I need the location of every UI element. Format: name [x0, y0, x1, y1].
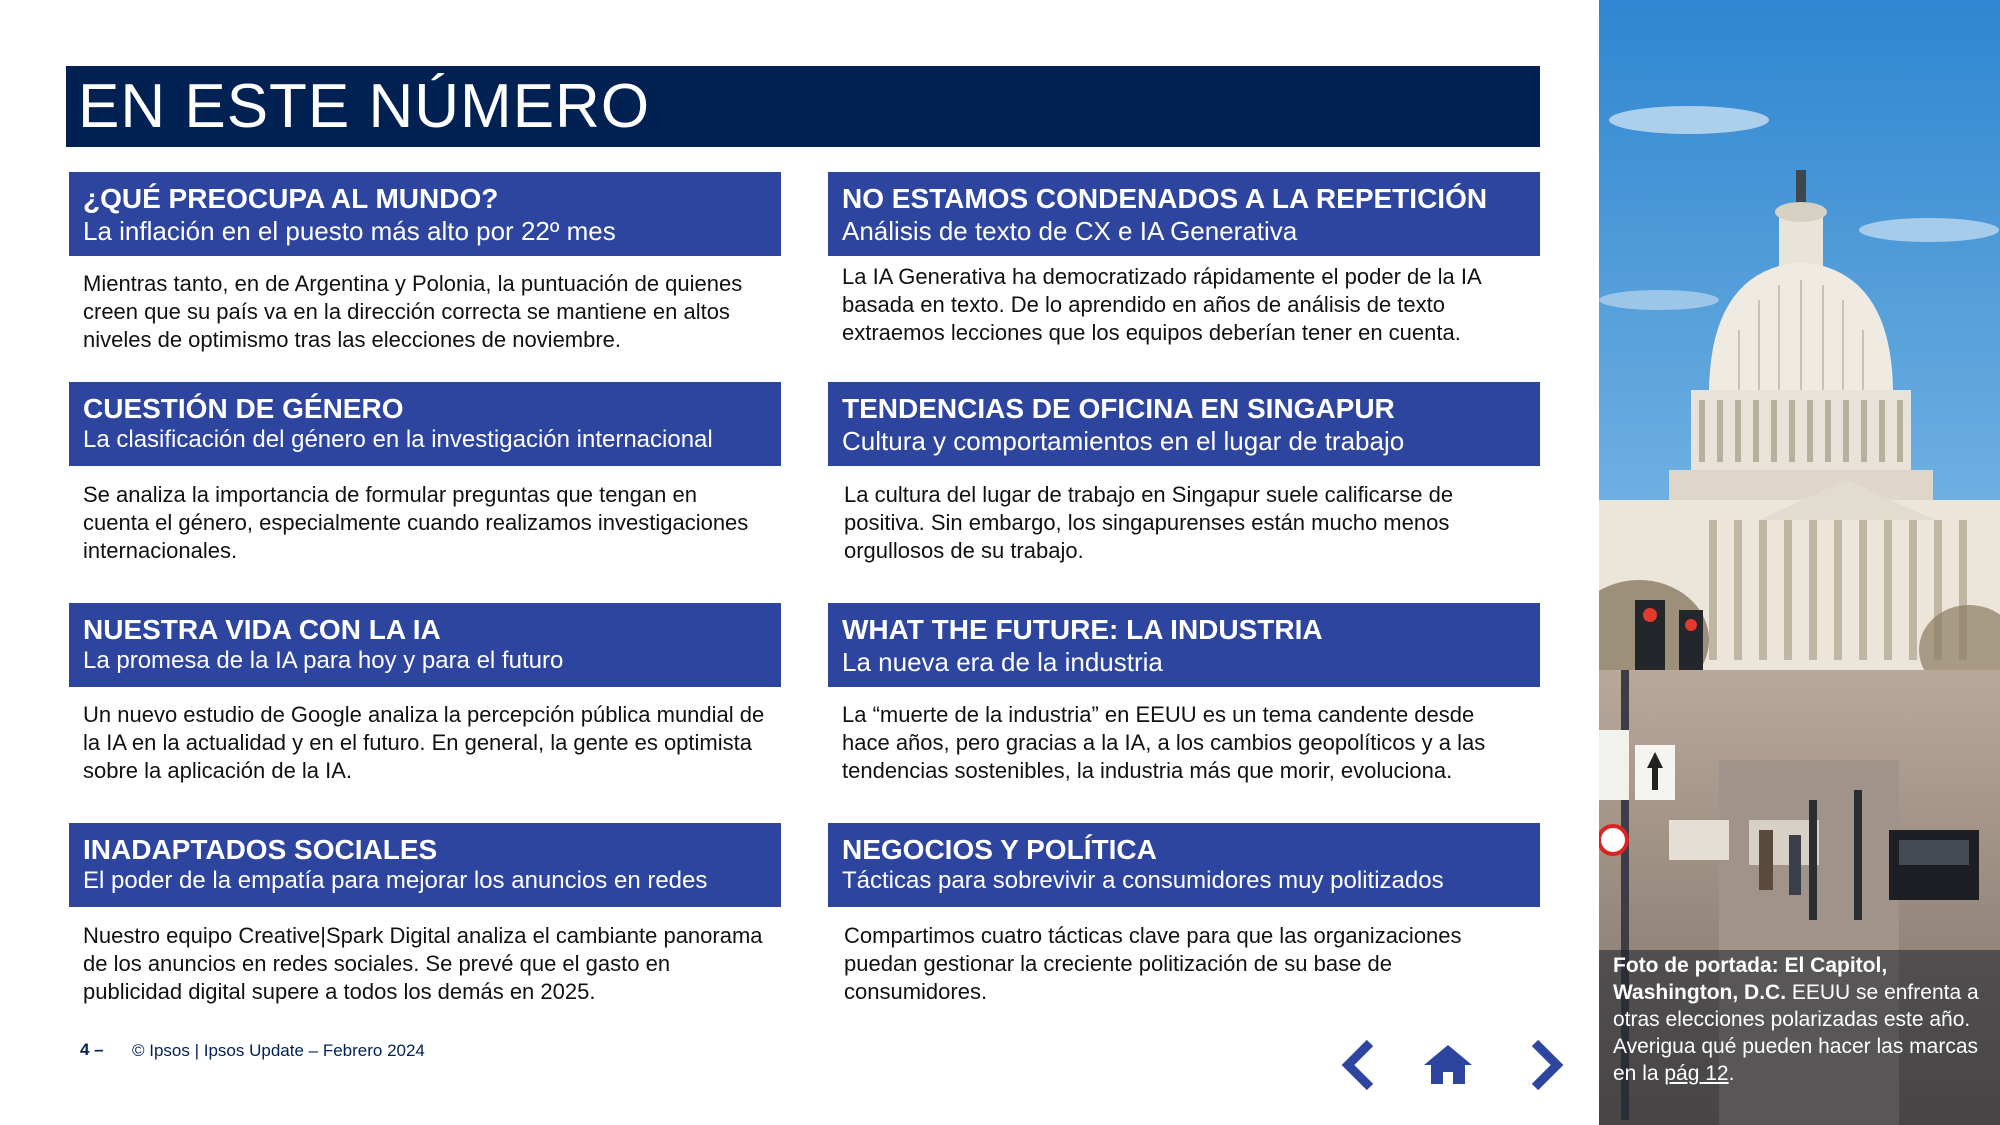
card-8-header[interactable] — [828, 823, 1540, 907]
card-7-title: INADAPTADOS SOCIALES — [83, 834, 438, 865]
card-2-subtitle: Análisis de texto de CX e IA Generativa — [842, 215, 1298, 246]
prev-button[interactable] — [1330, 1035, 1390, 1095]
card-4-subtitle: Cultura y comportamientos en el lugar de trabajo — [842, 425, 1405, 456]
photo-caption — [1599, 950, 2000, 1125]
card-7-body: Nuestro equipo Creative|Spark Digital analiza el cambiante panorama de los anuncios en redes sociales. Se prevé que el gasto en publicidad digital supere a todos los demás en 2025. — [83, 923, 763, 1004]
card-5-header[interactable] — [69, 603, 781, 687]
card-2-header[interactable] — [828, 172, 1540, 256]
card-1-body: Mientras tanto, en de Argentina y Polonia, la puntuación de quienes creen que su país va en la dirección correcta se mantiene en altos niveles de optimismo tras las elecciones de noviembre. — [83, 271, 743, 352]
caption-end: . — [1728, 1062, 1735, 1085]
card-5-body: Un nuevo estudio de Google analiza la percepción pública mundial de la IA en la actualidad y en el futuro. En general, la gente es optimista sobre la aplicación de la IA. — [83, 702, 765, 783]
card-5-title: NUESTRA VIDA CON LA IA — [83, 614, 441, 645]
card-6-subtitle: La nueva era de la industria — [842, 646, 1163, 677]
card-8-subtitle: Tácticas para sobrevivir a consumidores muy politizados — [842, 866, 1444, 894]
chevron-right-icon — [1515, 1035, 1575, 1095]
page-title: EN ESTE NÚMERO — [78, 72, 651, 141]
card-2-body: La IA Generativa ha democratizado rápidamente el poder de la IA basada en texto. De lo aprendido en años de análisis de texto extraemos lecciones que los equipos deberían tener en cuenta. — [842, 264, 1481, 345]
card-8-title: NEGOCIOS Y POLÍTICA — [842, 834, 1157, 865]
card-3-header[interactable] — [69, 382, 781, 466]
card-4-title: TENDENCIAS DE OFICINA EN SINGAPUR — [842, 393, 1395, 424]
card-6-title: WHAT THE FUTURE: LA INDUSTRIA — [842, 614, 1323, 645]
card-7-header[interactable] — [69, 823, 781, 907]
page-number: 4 – — [80, 1040, 104, 1059]
chevron-left-icon — [1330, 1035, 1390, 1095]
card-1-title: ¿QUÉ PREOCUPA AL MUNDO? — [83, 183, 499, 214]
card-8-body: Compartimos cuatro tácticas clave para que las organizaciones puedan gestionar la creciente politización de su base de consumidores. — [844, 923, 1462, 1004]
card-2-title: NO ESTAMOS CONDENADOS A LA REPETICIÓN — [842, 183, 1488, 214]
home-button[interactable] — [1418, 1035, 1478, 1095]
copyright: © Ipsos | Ipsos Update – Febrero 2024 — [132, 1041, 425, 1060]
card-6-body: La “muerte de la industria” en EEUU es un tema candente desde hace años, pero gracias a la IA, a los cambios geopolíticos y a las tendencias sostenibles, la industria más que morir, evoluciona. — [842, 702, 1486, 783]
home-icon — [1418, 1035, 1478, 1095]
next-button[interactable] — [1515, 1035, 1575, 1095]
card-5-subtitle: La promesa de la IA para hoy y para el futuro — [83, 646, 564, 674]
caption-bold: Foto de portada: El Capitol, Washington, D.C. — [1613, 954, 1888, 1004]
card-3-body: Se analiza la importancia de formular preguntas que tengan en cuenta el género, especialmente cuando realizamos investigaciones internacionales. — [83, 482, 749, 563]
caption-text: EEUU se enfrenta a otras elecciones polarizadas este año. Averigua qué pueden hacer las marcas en la — [1613, 981, 1979, 1085]
card-6-header[interactable] — [828, 603, 1540, 687]
page-title-bar — [66, 66, 1540, 147]
card-1-subtitle: La inflación en el puesto más alto por 22º mes — [83, 215, 616, 246]
caption-page-link[interactable]: pág 12 — [1664, 1062, 1729, 1085]
card-4-header[interactable] — [828, 382, 1540, 466]
card-4-body: La cultura del lugar de trabajo en Singapur suele calificarse de positiva. Sin embargo, los singapurenses están mucho menos orgullosos de su trabajo. — [844, 482, 1454, 563]
card-1-header[interactable] — [69, 172, 781, 256]
card-3-title: CUESTIÓN DE GÉNERO — [83, 393, 404, 424]
card-3-subtitle: La clasificación del género en la investigación internacional — [83, 425, 713, 453]
card-7-subtitle: El poder de la empatía para mejorar los anuncios en redes — [83, 866, 708, 894]
